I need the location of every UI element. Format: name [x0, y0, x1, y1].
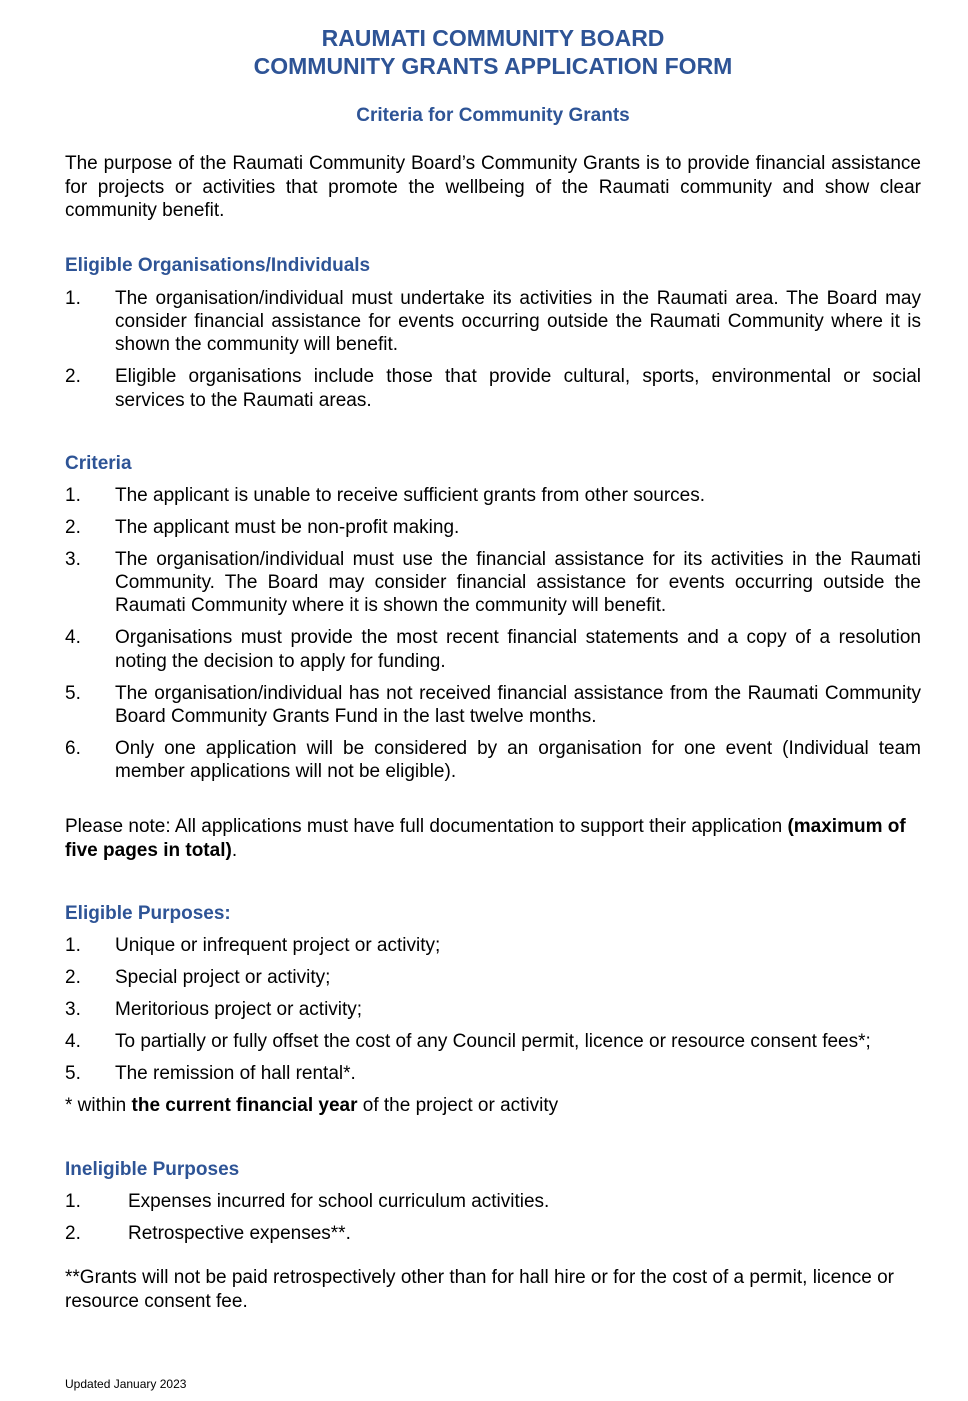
document-subtitle: Criteria for Community Grants — [356, 105, 630, 126]
list-item-number: 1. — [65, 288, 81, 309]
retrospective-footnote: **Grants will not be paid retrospectively other than for hall hire or for the cost of a permit, licence or resource consent fee. — [65, 1267, 895, 1312]
documentation-note — [65, 815, 921, 862]
ineligible-purposes-heading: Ineligible Purposes — [65, 1159, 240, 1180]
list-item — [65, 998, 921, 1021]
list-item — [65, 1190, 921, 1213]
list-item-number: 1. — [65, 485, 81, 506]
financial-year-footnote — [65, 1094, 921, 1118]
list-item — [65, 682, 921, 728]
note-text: Please note: All applications must have full documentation to support their application — [65, 816, 788, 837]
list-item-number: 2. — [65, 517, 81, 538]
list-item-text: The organisation/individual has not received financial assistance from the Raumati Community Board Community Grants Fund in the last twelve months. — [115, 682, 921, 727]
list-item — [65, 934, 921, 957]
list-item-text: The organisation/individual must undertake its activities in the Raumati area. The Board may consider financial assistance for events occurring outside the Raumati Community where it is shown the community will benefit. — [115, 288, 921, 356]
list-item-number: 4. — [65, 1031, 81, 1052]
criteria-list — [65, 484, 921, 792]
list-item — [65, 737, 921, 783]
list-item — [65, 365, 921, 411]
list-item — [65, 484, 921, 507]
list-item — [65, 1062, 921, 1085]
list-item-text: Organisations must provide the most recent financial statements and a copy of a resolution noting the decision to apply for funding. — [115, 627, 921, 672]
document-title-line-1: RAUMATI COMMUNITY BOARD — [321, 25, 665, 51]
list-item-number: 5. — [65, 1063, 81, 1084]
list-item-number: 2. — [65, 1223, 81, 1244]
list-item-number: 4. — [65, 627, 81, 649]
list-item-text: The remission of hall rental*. — [115, 1063, 356, 1084]
list-item-text: To partially or fully offset the cost of any Council permit, licence or resource consent fees*; — [115, 1031, 871, 1052]
criteria-heading: Criteria — [65, 453, 132, 474]
note-end: . — [231, 839, 238, 861]
list-item-number: 1. — [65, 1191, 81, 1212]
list-item-text: The applicant is unable to receive sufficient grants from other sources. — [115, 485, 706, 506]
note-bold-text: (maximum of five pages in total) — [65, 816, 906, 861]
list-item-number: 6. — [65, 737, 81, 759]
list-item-number: 3. — [65, 999, 81, 1020]
list-item-number: 2. — [65, 967, 81, 988]
list-item-text: Special project or activity; — [115, 967, 331, 988]
list-item — [65, 548, 921, 618]
eligible-purposes-list — [65, 934, 921, 1094]
list-item-number: 3. — [65, 549, 81, 570]
list-item-text: The applicant must be non-profit making. — [115, 517, 460, 538]
list-item — [65, 626, 921, 672]
intro-paragraph: The purpose of the Raumati Community Board’s Community Grants is to provide financial assistance for projects or activities that promote the wellbeing of the Raumati community and show clear community benefit. — [65, 153, 921, 221]
list-item-number: 2. — [65, 366, 81, 388]
updated-date-footer: Updated January 2023 — [65, 1377, 187, 1391]
eligible-orgs-heading: Eligible Organisations/Individuals — [65, 255, 371, 276]
list-item — [65, 966, 921, 989]
ineligible-purposes-list — [65, 1190, 921, 1254]
list-item-text: Eligible organisations include those that provide cultural, sports, environmental or social services to the Raumati areas. — [115, 366, 921, 411]
eligible-orgs-list — [65, 287, 921, 421]
list-item-text: Expenses incurred for school curriculum activities. — [128, 1191, 550, 1212]
footnote-pre: * within — [65, 1095, 132, 1116]
list-item-text: Only one application will be considered by an organisation for one event (Individual team member applications will not be eligible). — [115, 737, 921, 783]
list-item-number: 1. — [65, 935, 81, 956]
document-title-line-2: COMMUNITY GRANTS APPLICATION FORM — [253, 53, 733, 79]
footnote-bold: the current financial year — [131, 1095, 358, 1116]
list-item — [65, 1030, 921, 1053]
footnote-post: of the project or activity — [357, 1095, 559, 1116]
eligible-purposes-heading: Eligible Purposes: — [65, 903, 231, 924]
list-item — [65, 1222, 921, 1245]
list-item-text: Meritorious project or activity; — [115, 999, 363, 1020]
list-item — [65, 516, 921, 539]
list-item-text: Retrospective expenses**. — [128, 1223, 351, 1244]
list-item-number: 5. — [65, 682, 81, 704]
list-item-text: The organisation/individual must use the financial assistance for its activities in the Raumati Community. The Board may consider financial assistance for events occurring outside the Raumati Community where it is shown the community will benefit. — [115, 549, 921, 617]
list-item — [65, 287, 921, 357]
list-item-text: Unique or infrequent project or activity; — [115, 935, 441, 956]
